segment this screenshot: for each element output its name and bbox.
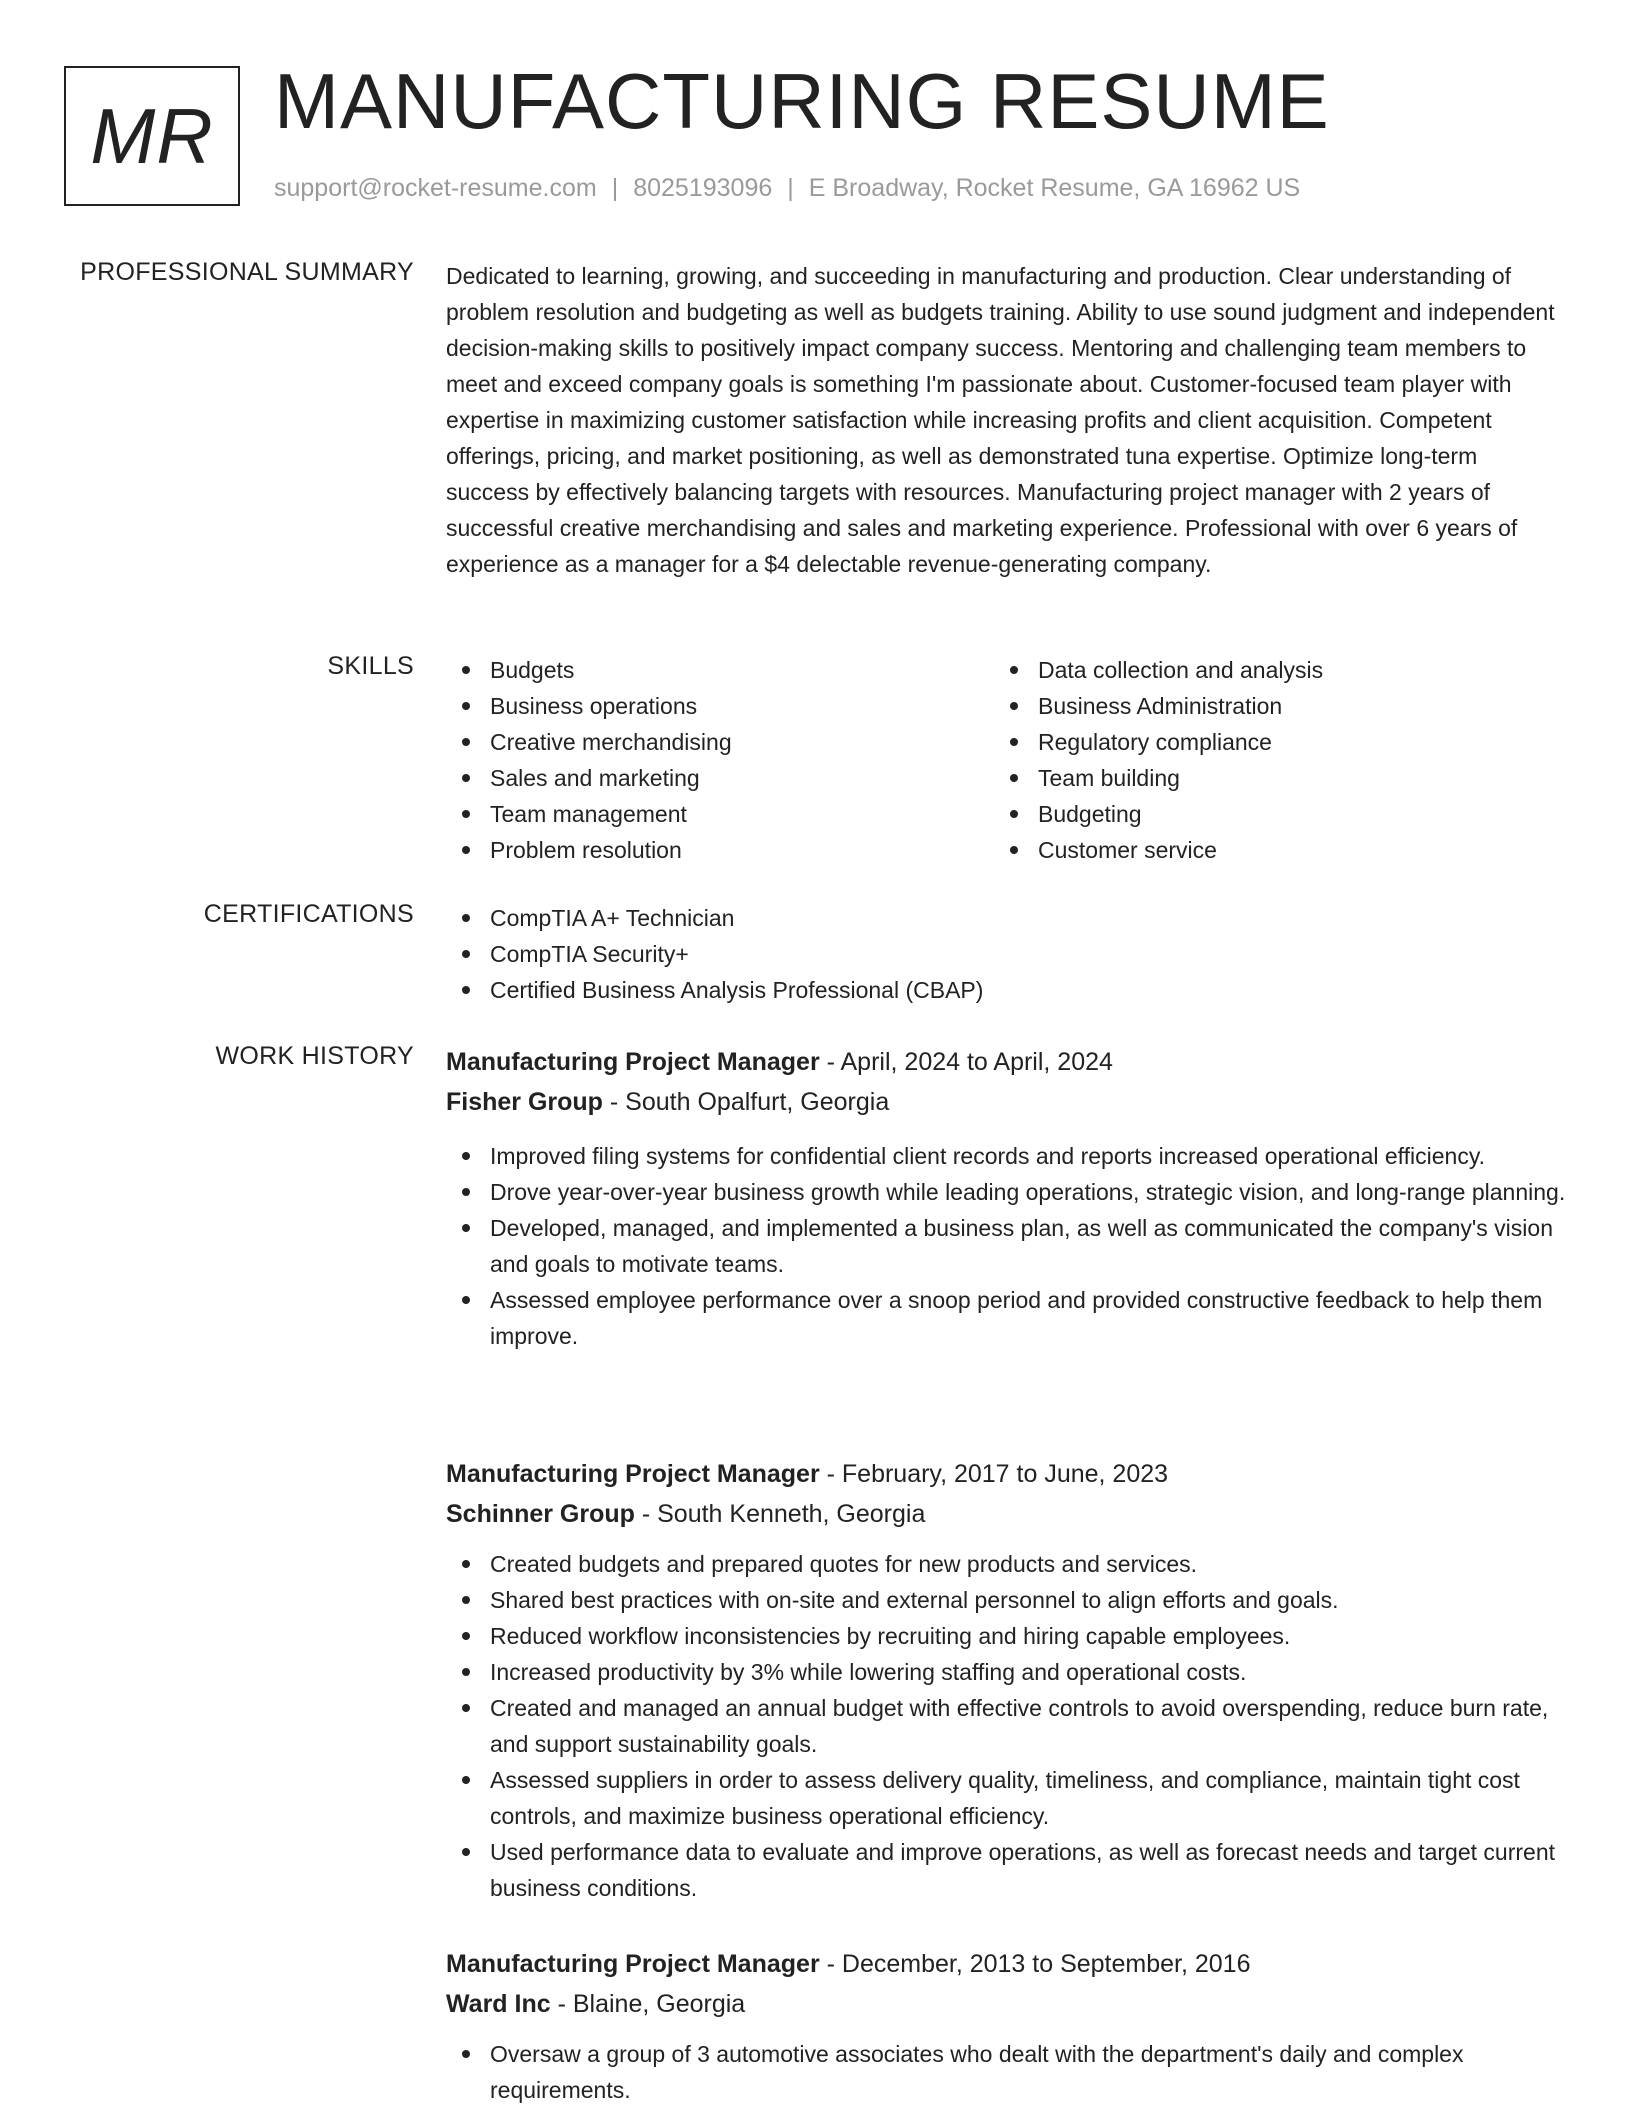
job-bullet: Increased productivity by 3% while lowering staffing and operational costs.: [446, 1654, 1566, 1690]
skill-item: Budgeting: [994, 796, 1542, 832]
contact-phone: 8025193096: [633, 174, 773, 202]
job-title: Manufacturing Project Manager: [446, 1048, 820, 1076]
contact-line: [274, 174, 1300, 203]
job-employer: [446, 1984, 1566, 2024]
skill-item: Problem resolution: [446, 832, 994, 868]
certifications-label: CERTIFICATIONS: [203, 900, 414, 928]
resume-title: MANUFACTURING RESUME: [274, 57, 1330, 145]
job-entry: [446, 1042, 1566, 1354]
skills-left-column: [446, 652, 994, 868]
skill-item: Team building: [994, 760, 1542, 796]
job-bullets: [446, 2036, 1566, 2108]
job-bullets: [446, 1546, 1566, 1906]
monogram-initials: MR: [90, 91, 214, 180]
skill-item: Business operations: [446, 688, 994, 724]
job-bullet: Developed, managed, and implemented a business plan, as well as communicated the company's vision and goals to motivate teams.: [446, 1210, 1566, 1282]
job-company: Schinner Group: [446, 1500, 635, 1528]
skill-item: Team management: [446, 796, 994, 832]
job-dates: - December, 2013 to September, 2016: [819, 1950, 1251, 1978]
work-history-label: WORK HISTORY: [215, 1042, 414, 1070]
contact-address: E Broadway, Rocket Resume, GA 16962 US: [808, 174, 1301, 202]
job-company: Fisher Group: [446, 1088, 603, 1116]
job-entry: [446, 1454, 1566, 1906]
job-header: [446, 1944, 1566, 1984]
job-location: - Blaine, Georgia: [550, 1990, 746, 2018]
job-bullet: Reduced workflow inconsistencies by recruiting and hiring capable employees.: [446, 1618, 1566, 1654]
job-employer: [446, 1082, 1566, 1122]
skills-label: SKILLS: [327, 652, 414, 680]
skill-item: Budgets: [446, 652, 994, 688]
skill-item: Regulatory compliance: [994, 724, 1542, 760]
job-dates: - February, 2017 to June, 2023: [819, 1460, 1169, 1488]
job-bullets: [446, 1138, 1566, 1354]
certifications-body: [446, 900, 1566, 1008]
job-entry: [446, 1944, 1566, 2108]
skill-item: Customer service: [994, 832, 1542, 868]
job-bullet: Assessed employee performance over a snoop period and provided constructive feedback to help them improve.: [446, 1282, 1566, 1354]
job-bullet: Oversaw a group of 3 automotive associates who dealt with the department's daily and complex requirements.: [446, 2036, 1566, 2108]
job-bullet: Created and managed an annual budget with effective controls to avoid overspending, reduce burn rate, and support sustainability goals.: [446, 1690, 1566, 1762]
skill-item: Data collection and analysis: [994, 652, 1542, 688]
job-title: Manufacturing Project Manager: [446, 1950, 820, 1978]
job-bullet: Shared best practices with on-site and external personnel to align efforts and goals.: [446, 1582, 1566, 1618]
job-bullet: Used performance data to evaluate and improve operations, as well as forecast needs and target current business conditions.: [446, 1834, 1566, 1906]
skills-list: [446, 652, 1566, 868]
skill-item: Creative merchandising: [446, 724, 994, 760]
job-location: - South Kenneth, Georgia: [634, 1500, 926, 1528]
skill-item: Sales and marketing: [446, 760, 994, 796]
certification-item: CompTIA Security+: [446, 936, 1566, 972]
job-employer: [446, 1494, 1566, 1534]
certification-item: CompTIA A+ Technician: [446, 900, 1566, 936]
job-header: [446, 1042, 1566, 1082]
job-header: [446, 1454, 1566, 1494]
job-bullet: Improved filing systems for confidential client records and reports increased operational efficiency.: [446, 1138, 1566, 1174]
monogram-box: [64, 66, 240, 206]
job-bullet: Assessed suppliers in order to assess delivery quality, timeliness, and compliance, maintain tight cost controls, and maximize business operational efficiency.: [446, 1762, 1566, 1834]
contact-email: support@rocket-resume.com: [274, 174, 597, 202]
summary-text: Dedicated to learning, growing, and succeeding in manufacturing and production. Clear understanding of problem resolution and budgeting as well as budgets training. Ability to use sound judgment and independent decision-making skills to positively impact company success. Mentoring and challenging team members to meet and exceed company goals is something I'm passionate about. Customer-focused team player with expertise in maximizing customer satisfaction while increasing profits and client acquisition. Competent offerings, pricing, and market positioning, as well as demonstrated tuna expertise. Optimize long-term success by effectively balancing targets with resources. Manufacturing project manager with 2 years of successful creative merchandising and sales and marketing experience. Professional with over 6 years of experience as a manager for a $4 delectable revenue-generating company.: [446, 263, 1555, 577]
skill-item: Business Administration: [994, 688, 1542, 724]
summary-body: [446, 258, 1566, 582]
skills-right-column: [994, 652, 1542, 868]
job-title: Manufacturing Project Manager: [446, 1460, 820, 1488]
contact-separator: |: [787, 174, 794, 202]
job-bullet: Created budgets and prepared quotes for new products and services.: [446, 1546, 1566, 1582]
job-company: Ward Inc: [446, 1990, 551, 2018]
job-location: - South Opalfurt, Georgia: [602, 1088, 890, 1116]
job-dates: - April, 2024 to April, 2024: [819, 1048, 1113, 1076]
certifications-list: [446, 900, 1566, 1008]
contact-separator: |: [611, 174, 619, 202]
summary-label: PROFESSIONAL SUMMARY: [80, 258, 414, 286]
job-bullet: Drove year-over-year business growth while leading operations, strategic vision, and long-range planning.: [446, 1174, 1566, 1210]
certification-item: Certified Business Analysis Professional (CBAP): [446, 972, 1566, 1008]
